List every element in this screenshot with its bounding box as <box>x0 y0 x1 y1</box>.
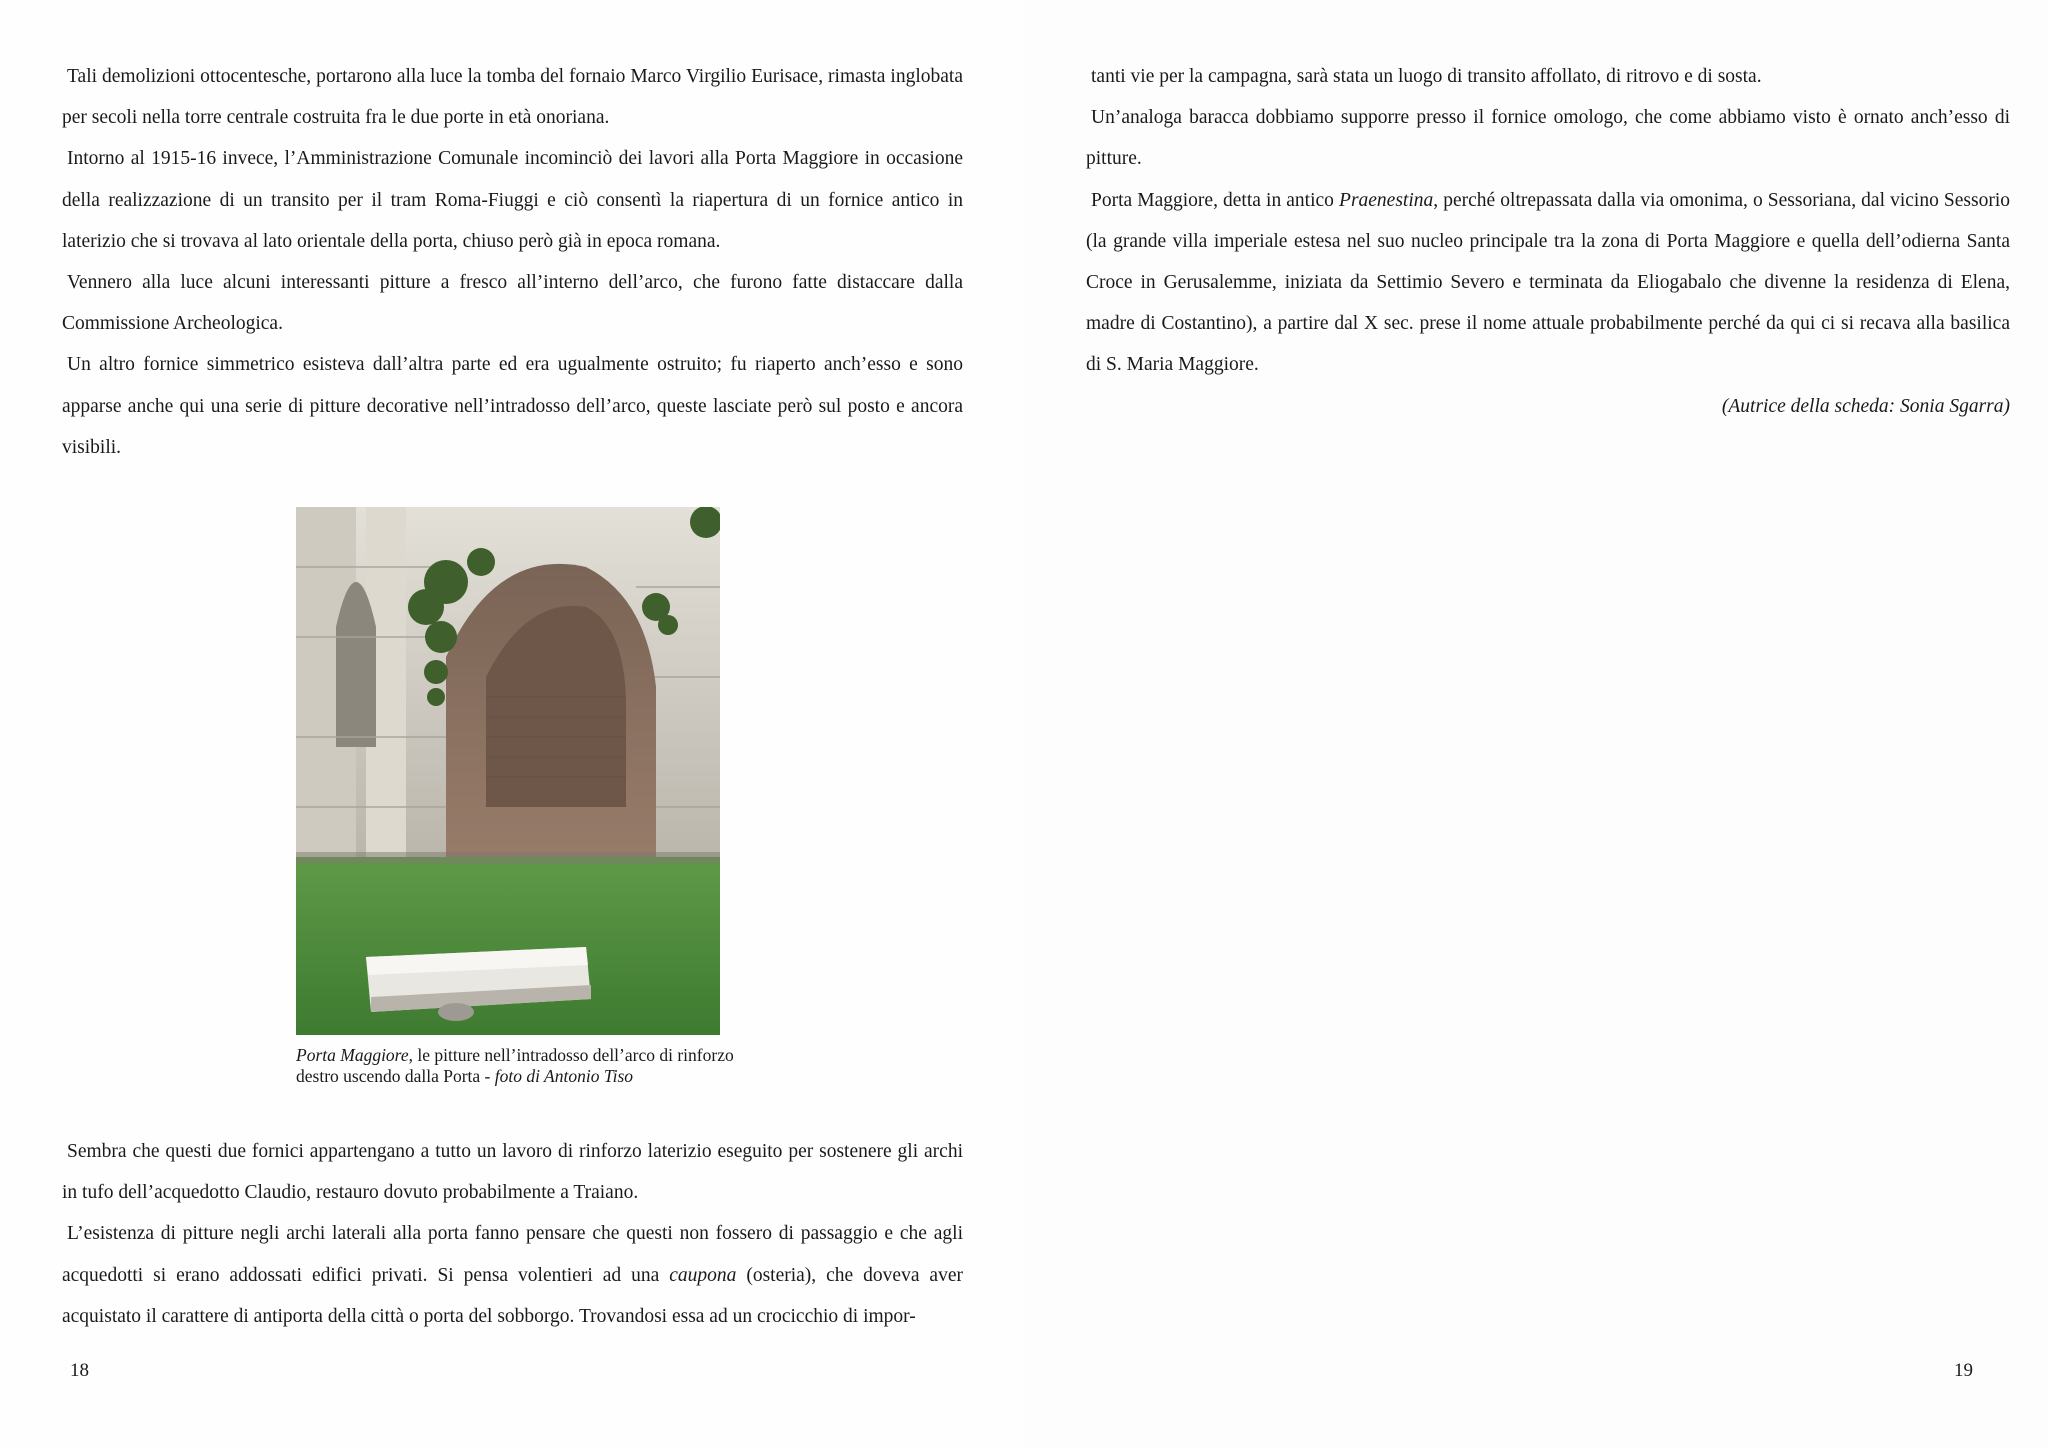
paragraph: Un’analoga baracca dobbiamo supporre presso il fornice omologo, che come abbiamo visto è ornato anch’esso di pitture. <box>1086 107 2010 170</box>
paragraph-text: (osteria), che doveva aver acquistato il carattere di antiporta della città o porta del sobborgo. Trovandosi essa ad un crocicchio di impor- <box>62 1264 963 1327</box>
paragraph: tanti vie per la campagna, sarà stata un luogo di transito affollato, di ritrovo e di sosta. <box>1091 66 1762 87</box>
author-credit: (Autrice della scheda: Sonia Sgarra) <box>1721 395 2010 417</box>
paragraph: Vennero alla luce alcuni interessanti pitture a fresco all’interno dell’arco, che furono fatte distaccare dalla Commissione Archeologica. <box>62 272 963 335</box>
caption-photo-credit: foto di Antonio Tiso <box>494 1066 634 1086</box>
paragraph-italic: caupona <box>669 1264 737 1286</box>
caption-title: Porta Maggiore <box>296 1045 409 1065</box>
paragraph-text: Porta Maggiore, detta in antico <box>1091 189 1340 211</box>
left-page-text-top <box>62 56 963 468</box>
caption-text: , le pitture nell’intradosso dell’arco di rinforzo destro uscendo dalla Porta - <box>296 1045 734 1086</box>
paragraph <box>62 1213 963 1337</box>
paragraph: Un altro fornice simmetrico esisteva dall’altra parte ed era ugualmente ostruito; fu riaperto anch’esso e sono apparse anche qui una serie di pitture decorative nell’intradosso dell’arco, queste lasciate però sul posto e ancora visibili. <box>62 354 963 458</box>
figure-caption <box>296 1045 736 1087</box>
paragraph-italic: Praenestina <box>1339 189 1434 211</box>
photo-arch-with-paintings <box>296 507 720 1035</box>
right-page-text <box>1086 56 2010 427</box>
paragraph <box>1086 180 2010 386</box>
paragraph: Intorno al 1915-16 invece, l’Amministrazione Comunale incominciò dei lavori alla Porta Maggiore in occasione della realizzazione di un transito per il tram Roma-Fiuggi e ciò consentì la riapertura di un fornice antico in laterizio che si trovava al lato orientale della porta, chiuso però già in epoca romana. <box>62 148 963 252</box>
left-page-text-bottom <box>62 1131 963 1337</box>
figure-porta-maggiore <box>296 507 734 1087</box>
page-number-left: 18 <box>70 1360 89 1381</box>
paragraph-text: , perché oltrepassata dalla via omonima, o Sessoriana, dal vicino Sessorio (la grande villa imperiale estesa nel suo nucleo principale tra la zona di Porta Maggiore e quella dell’odierna Santa Croce in Gerusalemme, iniziata da Settimio Severo e terminata da Eliogabalo che divenne la residenza di Elena, madre di Costantino), a partire dal X sec. prese il nome attuale probabilmente perché da qui ci si recava alla basilica di S. Maria Maggiore. <box>1086 189 2010 376</box>
paragraph: Tali demolizioni ottocentesche, portarono alla luce la tomba del fornaio Marco Virgilio Eurisace, rimasta inglobata per secoli nella torre centrale costruita fra le due porte in età onoriana. <box>62 66 963 129</box>
page-number-right: 19 <box>1954 1360 1973 1381</box>
right-page <box>1024 0 2048 1448</box>
paragraph: Sembra che questi due fornici appartengano a tutto un lavoro di rinforzo laterizio eseguito per sostenere gli archi in tufo dell’acquedotto Claudio, restauro dovuto probabilmente a Traiano. <box>62 1141 963 1204</box>
paragraph-text: L’esistenza di pitture negli archi laterali alla porta fanno pensare che questi non fossero di passaggio e che agli acquedotti si erano addossati edifici privati. Si pensa volentieri ad una <box>62 1223 963 1286</box>
